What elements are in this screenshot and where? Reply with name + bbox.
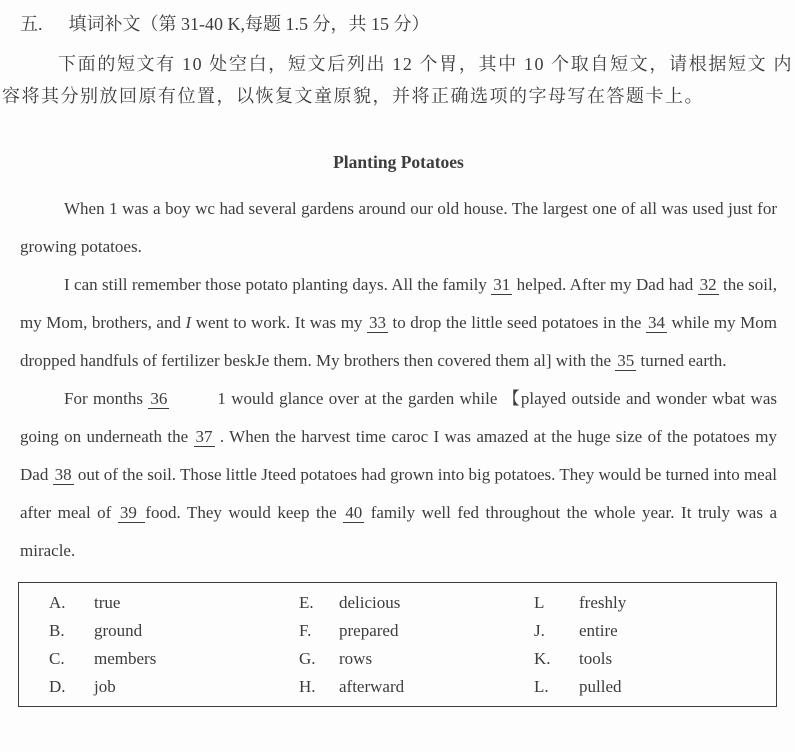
option-letter: A. [49, 593, 66, 612]
option-letter: B. [49, 621, 65, 640]
option-word: entire [579, 621, 618, 640]
option-word: ground [94, 621, 143, 640]
option-word: job [94, 677, 116, 696]
passage-paragraph-2: I can still remember those potato planting days. All the family 31 helped. After my Dad had 32 the soil, my Mom, brothers, and I went to work. It was my 33 to drop the little seed potatoes in the 34 while my Mom dropped handfuls of fertilizer beskJe them. My brothers then covered them al] with the 35 turned earth. [20, 275, 777, 370]
option-word: members [94, 649, 157, 668]
option-word: true [94, 593, 121, 612]
option-letter: L. [534, 677, 549, 696]
option-letter: L [534, 593, 545, 612]
section-number: 五. [20, 14, 43, 34]
passage-paragraph-3: For months 36 1 would glance over at the garden while 【played outside and wonder wbat was going on underneath the 37 . When the harvest time caroc I was amazed at the huge size of the potatoes my Dad 38 out of the soil. Those little Jteed potatoes had grown into big potatoes. They would be turned into meal after meal of 39 food. They would keep the 40 family well fed throughout the whole year. It truly was a miracle. [20, 389, 778, 560]
options-box [18, 582, 777, 707]
option-word: prepared [339, 621, 399, 640]
option-word: rows [339, 649, 373, 668]
option-letter: F. [299, 621, 312, 640]
option-word: afterward [339, 677, 405, 696]
option-letter: K. [534, 649, 551, 668]
option-word: delicious [339, 593, 401, 612]
passage-paragraph-1: When 1 was a boy wc had several gardens around our old house. The largest one of all was used just for growing potatoes. [20, 199, 777, 256]
option-letter: J. [534, 621, 545, 640]
option-letter: D. [49, 677, 66, 696]
option-word: freshly [579, 593, 627, 612]
option-letter: H. [299, 677, 316, 696]
section-header [20, 12, 777, 36]
options-row [49, 673, 776, 701]
section-title: 填词补文（第 31-40 K,每题 1.5 分，共 15 分） [68, 14, 430, 34]
passage-title: Planting Potatoes [333, 152, 464, 172]
options-row [49, 589, 776, 617]
option-letter: C. [49, 649, 65, 668]
option-word: pulled [579, 677, 622, 696]
instructions-text: 下面的短文有 10 处空白，短文后列出 12 个胃，其中 10 个取自短文，请根据短文 内容将其分别放回原有位置，以恢复文童原貌，并将正确选项的字母写在答题卡上。 [2, 54, 793, 106]
options-row [49, 645, 776, 673]
option-word: tools [579, 649, 613, 668]
option-letter: E. [299, 593, 314, 612]
option-letter: G. [299, 649, 316, 668]
options-row [49, 617, 776, 645]
